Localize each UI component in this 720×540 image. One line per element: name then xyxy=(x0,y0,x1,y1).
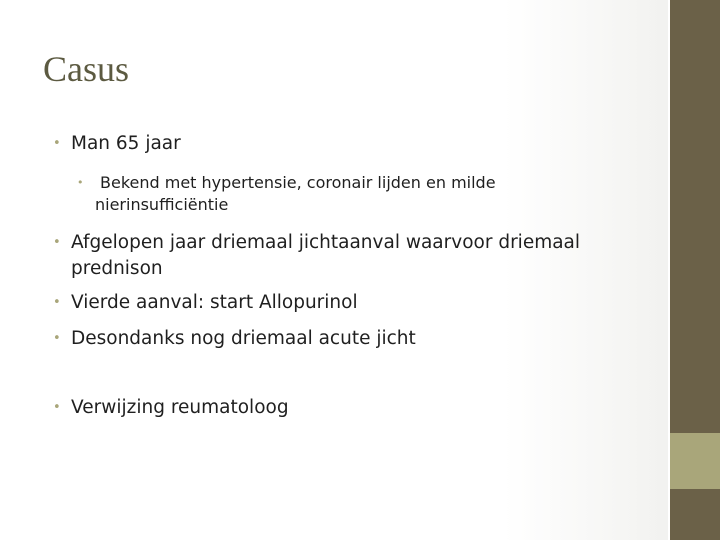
sidebar-accent-block xyxy=(670,433,720,489)
bullet-dot: • xyxy=(53,136,61,151)
bullet-dot: • xyxy=(53,295,61,310)
bullet-item xyxy=(53,131,643,157)
bullet-text: Man 65 jaar xyxy=(71,133,181,154)
bullet-text: Vierde aanval: start Allopurinol xyxy=(71,292,358,313)
slide-title: Casus xyxy=(43,49,130,89)
bullet-item xyxy=(53,395,643,421)
bullet-item xyxy=(53,230,643,282)
bullet-dot: • xyxy=(53,400,61,415)
bullet-text: Verwijzing reumatoloog xyxy=(71,397,289,418)
bullet-text: Bekend met hypertensie, coronair lijden en milde nierinsufficiëntie xyxy=(95,173,496,214)
bullet-dot: • xyxy=(53,235,61,250)
bullet-item xyxy=(53,290,643,316)
sub-bullet-item xyxy=(77,172,617,216)
bullet-text: Desondanks nog driemaal acute jicht xyxy=(71,328,416,349)
bullet-text: Afgelopen jaar driemaal jichtaanval waarvoor driemaal prednison xyxy=(71,232,581,279)
bullet-dot: • xyxy=(53,331,61,346)
bullet-dot: • xyxy=(77,176,84,189)
bullet-item xyxy=(53,326,643,352)
